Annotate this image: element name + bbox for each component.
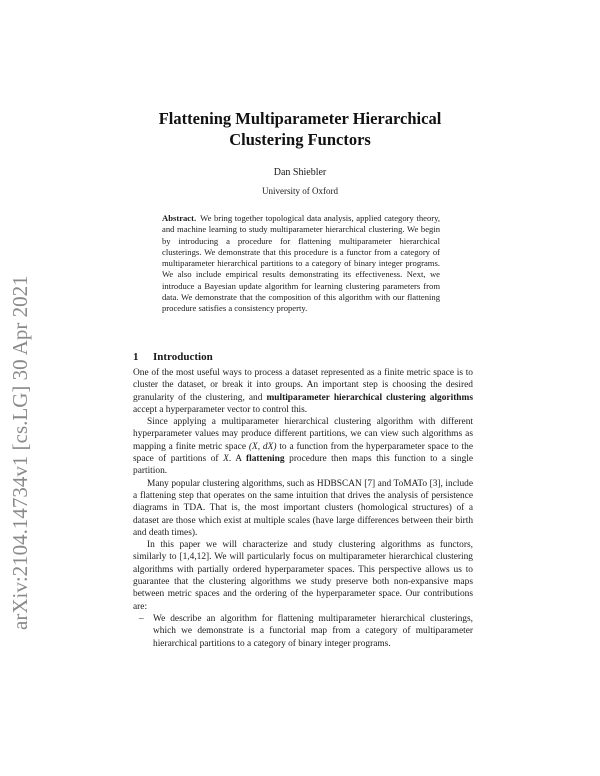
paragraph: Since applying a multiparameter hierarchical clustering algorithm with different hyperparameter values may produce different partitions, we can view such algorithms as mapping a finite metric space (X, dX) to a function from the hyperparameter space to the space of partitions of X. A flattening procedure then maps this function to a single partition. bbox=[133, 417, 474, 477]
body-text bbox=[133, 367, 473, 650]
bold-term: multiparameter hierarchical clustering algorithms bbox=[266, 392, 473, 403]
section-number: 1 bbox=[133, 351, 139, 363]
math-inline: X bbox=[223, 454, 229, 465]
paragraph: In this paper we will characterize and study clustering algorithms as functors, similarly to [1,4,12]. We will particularly focus on multiparameter hierarchical clustering algorithms with partially ordered hyperparameter spaces. This perspective allows us to guarantee that the clustering algorithms we study preserve both non-expansive maps between metric spaces and the ordering of the hyperparameter space. Our contributions are: bbox=[133, 540, 473, 612]
contribution-text: We describe an algorithm for flattening multiparameter hierarchical clusterings, which we demonstrate is a functorial map from a category of multiparameter hierarchical partitions to a category of binary integer programs. bbox=[153, 613, 473, 649]
abstract-text: We bring together topological data analysis, applied category theory, and machine learning to study multiparameter hierarchical clustering. We begin by introducing a procedure for flattening multiparameter hierarchical clusterings. We demonstrate that this procedure is a functor from a category of multiparameter hierarchical partitions to a category of binary integer programs. We also include empirical results demonstrating its effectiveness. Next, we introduce a Bayesian update algorithm for learning clustering parameters from data. We demonstrate that the composition of this algorithm with our flattening procedure satisfies a consistency property. bbox=[162, 213, 440, 314]
list-dash: – bbox=[139, 613, 144, 624]
author-name: Dan Shiebler bbox=[273, 167, 327, 178]
bold-term: flattening bbox=[246, 454, 285, 465]
math-inline: (X, dX) bbox=[248, 441, 277, 452]
paper-title: Flattening Multiparameter Hierarchical Clustering Functors bbox=[158, 109, 442, 149]
author-affiliation: University of Oxford bbox=[262, 186, 338, 196]
section-heading bbox=[133, 350, 473, 364]
contribution-item bbox=[133, 613, 473, 650]
paragraph: One of the most useful ways to process a dataset represented as a finite metric space is to cluster the dataset, or break it into groups. An important step is choosing the desired granularity of the clustering, and multiparameter hierarchical clustering algorithms accept a hyperparameter vector to control this. bbox=[133, 368, 473, 415]
arxiv-sidebar-stamp: arXiv:2104.14734v1 [cs.LG] 30 Apr 2021 bbox=[8, 275, 32, 630]
section-title: Introduction bbox=[153, 351, 213, 363]
abstract-label: Abstract. bbox=[162, 213, 197, 223]
abstract bbox=[162, 213, 440, 315]
paragraph: Many popular clustering algorithms, such as HDBSCAN [7] and ToMATo [3], include a flattening step that operates on the same intuition that drives the analysis of persistence diagrams in TDA. That is, the most important clusters (homological structures) of a dataset are those which exist at multiple scales (have large differences between their birth and death times). bbox=[133, 478, 473, 538]
